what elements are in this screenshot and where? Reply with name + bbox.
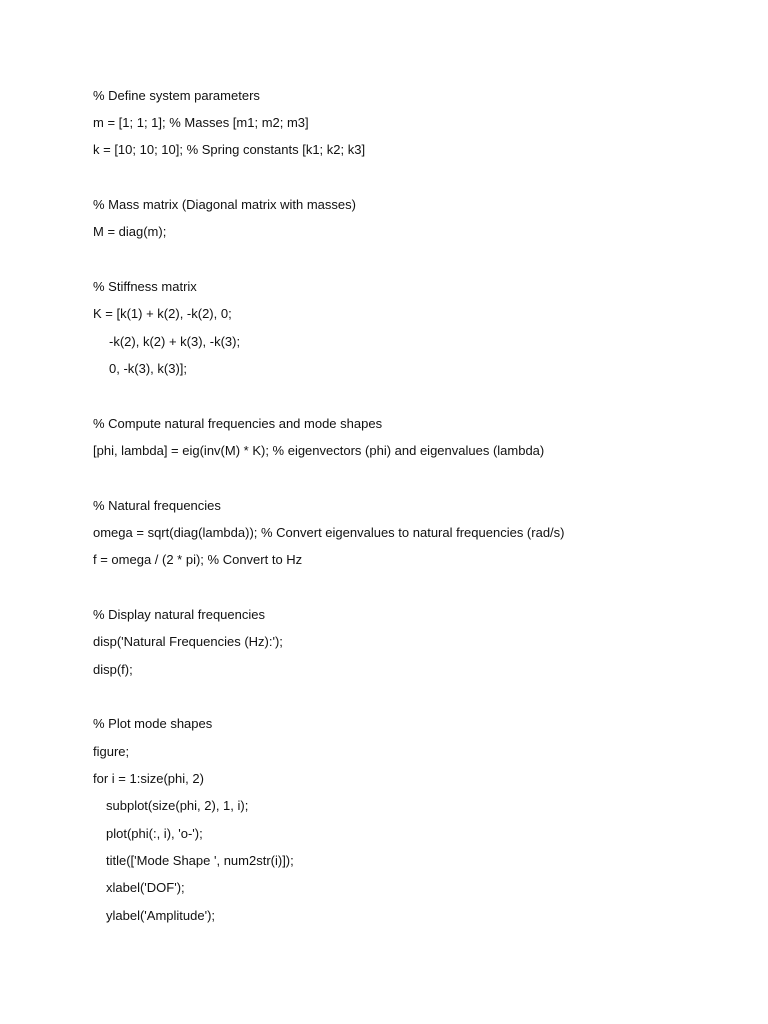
code-line: title(['Mode Shape ', num2str(i)]);: [106, 853, 294, 868]
code-line: % Define system parameters: [93, 88, 260, 103]
code-line: m = [1; 1; 1]; % Masses [m1; m2; m3]: [93, 115, 309, 130]
code-line: K = [k(1) + k(2), -k(2), 0;: [93, 306, 232, 321]
code-line: omega = sqrt(diag(lambda)); % Convert eigenvalues to natural frequencies (rad/s): [93, 525, 565, 540]
code-line: k = [10; 10; 10]; % Spring constants [k1; k2; k3]: [93, 142, 366, 157]
code-line: -k(2), k(2) + k(3), -k(3);: [109, 334, 241, 349]
code-line: for i = 1:size(phi, 2): [93, 771, 204, 786]
code-line: figure;: [93, 744, 130, 759]
code-line: 0, -k(3), k(3)];: [109, 361, 188, 376]
code-line: % Plot mode shapes: [93, 716, 213, 731]
code-line: % Display natural frequencies: [93, 607, 265, 622]
code-line: % Compute natural frequencies and mode shapes: [93, 416, 383, 431]
code-line: % Stiffness matrix: [93, 279, 197, 294]
code-line: M = diag(m);: [93, 224, 167, 239]
code-line: [phi, lambda] = eig(inv(M) * K); % eigenvectors (phi) and eigenvalues (lambda): [93, 443, 545, 458]
code-line: f = omega / (2 * pi); % Convert to Hz: [93, 552, 303, 567]
code-line: disp('Natural Frequencies (Hz):');: [93, 634, 283, 649]
code-line: subplot(size(phi, 2), 1, i);: [106, 798, 249, 813]
code-line: plot(phi(:, i), 'o-');: [106, 826, 203, 841]
code-line: disp(f);: [93, 662, 133, 677]
code-line: ylabel('Amplitude');: [106, 908, 216, 923]
code-line: % Natural frequencies: [93, 498, 221, 513]
code-line: % Mass matrix (Diagonal matrix with masses): [93, 197, 356, 212]
code-line: xlabel('DOF');: [106, 880, 185, 895]
